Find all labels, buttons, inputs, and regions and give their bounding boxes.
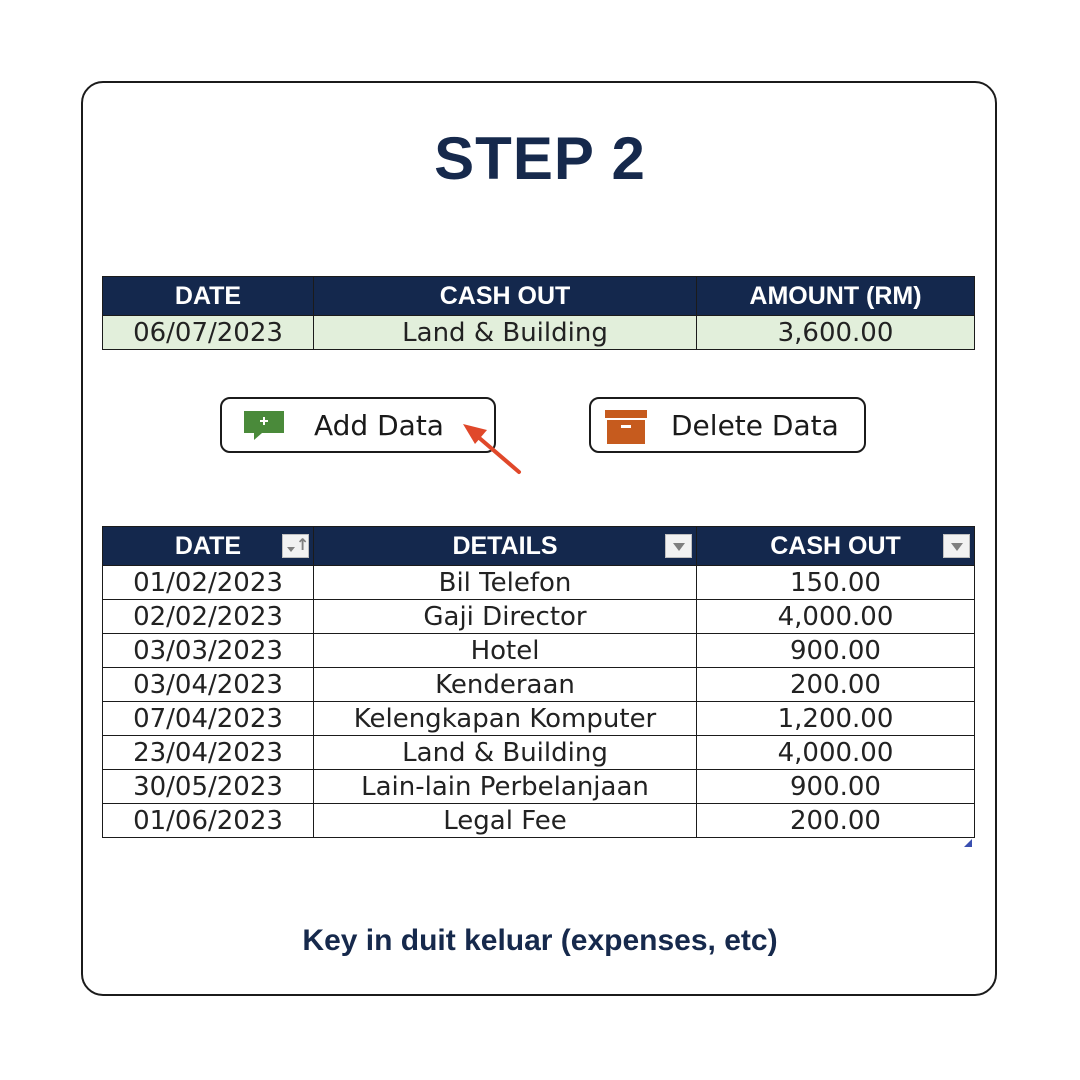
ledger-cash-out-cell[interactable]: 900.00 bbox=[697, 770, 975, 804]
entry-header-amount: AMOUNT (RM) bbox=[697, 277, 975, 316]
ledger-date-cell[interactable]: 03/04/2023 bbox=[103, 668, 314, 702]
add-comment-icon bbox=[242, 409, 286, 441]
pointer-arrow-icon bbox=[455, 410, 535, 480]
table-resize-handle-icon[interactable] bbox=[964, 839, 972, 847]
table-row bbox=[103, 770, 975, 804]
table-row bbox=[103, 736, 975, 770]
ledger-table bbox=[102, 526, 975, 838]
sort-up-arrow-icon: ↑ bbox=[296, 535, 310, 554]
ledger-cash-out-cell[interactable]: 150.00 bbox=[697, 566, 975, 600]
table-row bbox=[103, 668, 975, 702]
filter-dropdown-icon bbox=[287, 547, 295, 552]
step-caption: Key in duit keluar (expenses, etc) bbox=[302, 924, 778, 957]
details-filter-button[interactable] bbox=[665, 534, 692, 558]
ledger-header-details-label: DETAILS bbox=[452, 531, 558, 560]
table-row bbox=[103, 702, 975, 736]
delete-data-button[interactable] bbox=[589, 397, 866, 453]
ledger-date-cell[interactable]: 01/02/2023 bbox=[103, 566, 314, 600]
ledger-cash-out-cell[interactable]: 4,000.00 bbox=[697, 600, 975, 634]
ledger-cash-out-cell[interactable]: 1,200.00 bbox=[697, 702, 975, 736]
ledger-cash-out-cell[interactable]: 900.00 bbox=[697, 634, 975, 668]
ledger-header-cash-out-label: CASH OUT bbox=[770, 531, 901, 560]
ledger-details-cell[interactable]: Land & Building bbox=[314, 736, 697, 770]
entry-date-cell[interactable]: 06/07/2023 bbox=[103, 316, 314, 350]
filter-dropdown-icon bbox=[951, 543, 963, 551]
ledger-cash-out-cell[interactable]: 4,000.00 bbox=[697, 736, 975, 770]
ledger-details-cell[interactable]: Kelengkapan Komputer bbox=[314, 702, 697, 736]
delete-data-label: Delete Data bbox=[671, 409, 839, 442]
entry-cash-out-cell[interactable]: Land & Building bbox=[314, 316, 697, 350]
table-row bbox=[103, 566, 975, 600]
entry-header-date: DATE bbox=[103, 277, 314, 316]
ledger-header-date bbox=[103, 527, 314, 566]
ledger-cash-out-cell[interactable]: 200.00 bbox=[697, 804, 975, 838]
table-row bbox=[103, 804, 975, 838]
archive-box-icon bbox=[603, 408, 649, 446]
ledger-details-cell[interactable]: Kenderaan bbox=[314, 668, 697, 702]
ledger-details-cell[interactable]: Hotel bbox=[314, 634, 697, 668]
ledger-details-cell[interactable]: Gaji Director bbox=[314, 600, 697, 634]
table-row bbox=[103, 634, 975, 668]
entry-header-cash-out: CASH OUT bbox=[314, 277, 697, 316]
entry-form-table bbox=[102, 276, 975, 350]
entry-amount-cell[interactable]: 3,600.00 bbox=[697, 316, 975, 350]
sort-ascending-filter-button[interactable] bbox=[282, 534, 309, 558]
ledger-details-cell[interactable]: Bil Telefon bbox=[314, 566, 697, 600]
ledger-details-cell[interactable]: Lain-lain Perbelanjaan bbox=[314, 770, 697, 804]
ledger-date-cell[interactable]: 30/05/2023 bbox=[103, 770, 314, 804]
ledger-date-cell[interactable]: 03/03/2023 bbox=[103, 634, 314, 668]
ledger-header-date-label: DATE bbox=[174, 531, 242, 560]
ledger-date-cell[interactable]: 23/04/2023 bbox=[103, 736, 314, 770]
ledger-date-cell[interactable]: 02/02/2023 bbox=[103, 600, 314, 634]
ledger-header-cash-out bbox=[697, 527, 975, 566]
cash-out-filter-button[interactable] bbox=[943, 534, 970, 558]
ledger-date-cell[interactable]: 01/06/2023 bbox=[103, 804, 314, 838]
table-row bbox=[103, 600, 975, 634]
page-title: STEP 2 bbox=[434, 125, 646, 192]
ledger-date-cell[interactable]: 07/04/2023 bbox=[103, 702, 314, 736]
filter-dropdown-icon bbox=[673, 543, 685, 551]
ledger-header-details bbox=[314, 527, 697, 566]
ledger-cash-out-cell[interactable]: 200.00 bbox=[697, 668, 975, 702]
ledger-details-cell[interactable]: Legal Fee bbox=[314, 804, 697, 838]
add-data-label: Add Data bbox=[314, 409, 444, 442]
